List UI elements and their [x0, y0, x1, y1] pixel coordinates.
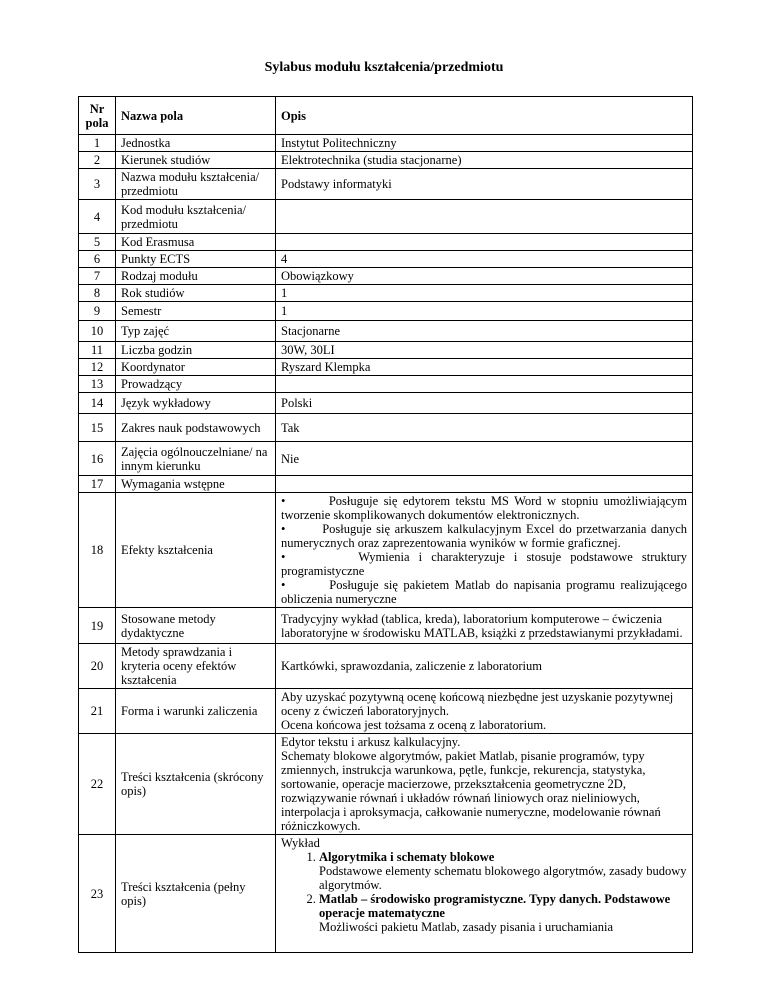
- header-nr: Nr pola: [79, 97, 116, 135]
- field-description: [276, 234, 693, 251]
- field-name: Wymagania wstępne: [116, 476, 276, 493]
- field-number: 13: [79, 376, 116, 393]
- table-row: [79, 321, 693, 342]
- field-number: 7: [79, 268, 116, 285]
- field-description: Obowiązkowy: [276, 268, 693, 285]
- field-name: Kierunek studiów: [116, 152, 276, 169]
- field-number: 20: [79, 644, 116, 689]
- table-row: [79, 442, 693, 476]
- field-number: 23: [79, 835, 116, 953]
- field-name: Forma i warunki zaliczenia: [116, 689, 276, 734]
- field-number: 9: [79, 302, 116, 321]
- field-name: Nazwa modułu kształcenia/ przedmiotu: [116, 169, 276, 200]
- full-content-item-heading: 1. Algorytmika i schematy blokowe: [319, 850, 495, 864]
- table-row: [79, 200, 693, 234]
- field-number: 10: [79, 321, 116, 342]
- field-description: 1: [276, 302, 693, 321]
- field-number: 2: [79, 152, 116, 169]
- table-row: [79, 644, 693, 689]
- table-row: [79, 835, 693, 953]
- field-description: Kartkówki, sprawozdania, zaliczenie z laboratorium: [276, 644, 693, 689]
- field-number: 19: [79, 608, 116, 644]
- condition-line: Ocena końcowa jest tożsama z oceną z laboratorium.: [281, 718, 547, 732]
- field-name: Treści kształcenia (skrócony opis): [116, 734, 276, 835]
- field-number: 8: [79, 285, 116, 302]
- field-number: 1: [79, 135, 116, 152]
- full-content-list: [281, 850, 687, 934]
- table-row: [79, 234, 693, 251]
- table-row: [79, 169, 693, 200]
- table-row: [79, 268, 693, 285]
- field-description: [276, 734, 693, 835]
- full-content-intro: Wykład: [281, 836, 320, 850]
- field-number: 11: [79, 342, 116, 359]
- full-content-item-heading: 2. Matlab – środowisko programistyczne. Typy danych. Podstawowe operacje matematyczne: [319, 892, 671, 920]
- syllabus-table: [78, 96, 693, 953]
- field-description: Elektrotechnika (studia stacjonarne): [276, 152, 693, 169]
- table-row: [79, 135, 693, 152]
- field-name: Zajęcia ogólnouczelniane/ na innym kierunku: [116, 442, 276, 476]
- table-row: [79, 302, 693, 321]
- field-name: Treści kształcenia (pełny opis): [116, 835, 276, 953]
- field-number: 21: [79, 689, 116, 734]
- field-name: Efekty kształcenia: [116, 493, 276, 608]
- field-number: 16: [79, 442, 116, 476]
- learning-effect-item: • Posługuje się edytorem tekstu MS Word w stopniu umożliwiającym tworzenie skomplikowanych dokumentów elektronicznych.: [281, 494, 687, 522]
- field-name: Stosowane metody dydaktyczne: [116, 608, 276, 644]
- field-name: Kod Erasmusa: [116, 234, 276, 251]
- field-description: Nie: [276, 442, 693, 476]
- field-description: Instytut Politechniczny: [276, 135, 693, 152]
- condition-line: Aby uzyskać pozytywną ocenę końcową niezbędne jest uzyskanie pozytywnej oceny z ćwiczeń laboratoryjnych.: [281, 690, 674, 718]
- field-number: 18: [79, 493, 116, 608]
- full-content-item: [319, 892, 687, 934]
- table-header-row: [79, 97, 693, 135]
- learning-effect-item: • Wymienia i charakteryzuje i stosuje podstawowe struktury programistyczne: [281, 550, 687, 578]
- full-content-item: [319, 850, 687, 892]
- field-name: Metody sprawdzania i kryteria oceny efektów kształcenia: [116, 644, 276, 689]
- field-number: 12: [79, 359, 116, 376]
- field-number: 6: [79, 251, 116, 268]
- field-number: 22: [79, 734, 116, 835]
- field-description: [276, 493, 693, 608]
- field-description: [276, 200, 693, 234]
- table-row: [79, 376, 693, 393]
- field-description: Tradycyjny wykład (tablica, kreda), laboratorium komputerowe – ćwiczenia laboratoryjne w środowisku MATLAB, książki z przedstawianymi przykładami.: [276, 608, 693, 644]
- header-name: Nazwa pola: [116, 97, 276, 135]
- field-number: 15: [79, 414, 116, 442]
- field-name: Prowadzący: [116, 376, 276, 393]
- table-row: [79, 393, 693, 414]
- field-description: Podstawy informatyki: [276, 169, 693, 200]
- field-description: Stacjonarne: [276, 321, 693, 342]
- table-row: [79, 152, 693, 169]
- table-row: [79, 285, 693, 302]
- field-name: Punkty ECTS: [116, 251, 276, 268]
- table-row: [79, 734, 693, 835]
- field-description: Tak: [276, 414, 693, 442]
- table-row: [79, 342, 693, 359]
- field-description: 4: [276, 251, 693, 268]
- table-row: [79, 251, 693, 268]
- field-number: 14: [79, 393, 116, 414]
- field-number: 3: [79, 169, 116, 200]
- table-row: [79, 414, 693, 442]
- learning-effect-item: • Posługuje się arkuszem kalkulacyjnym Excel do przetwarzania danych numerycznych oraz zaprezentowania wyników w formie graficznej.: [281, 522, 687, 550]
- short-content-paragraph: Edytor tekstu i arkusz kalkulacyjny.: [281, 735, 461, 749]
- field-name: Rodzaj modułu: [116, 268, 276, 285]
- field-description: 30W, 30LI: [276, 342, 693, 359]
- learning-effect-item: • Posługuje się pakietem Matlab do napisania programu realizującego obliczenia numeryczne: [281, 578, 687, 606]
- field-name: Typ zajęć: [116, 321, 276, 342]
- header-desc: Opis: [276, 97, 693, 135]
- field-description: [276, 835, 693, 953]
- document-title: Sylabus modułu kształcenia/przedmiotu: [264, 60, 504, 75]
- field-name: Jednostka: [116, 135, 276, 152]
- field-description: [276, 689, 693, 734]
- table-row: [79, 493, 693, 608]
- field-name: Liczba godzin: [116, 342, 276, 359]
- table-row: [79, 608, 693, 644]
- field-number: 17: [79, 476, 116, 493]
- field-description: 1: [276, 285, 693, 302]
- field-name: Rok studiów: [116, 285, 276, 302]
- field-number: 4: [79, 200, 116, 234]
- field-name: Kod modułu kształcenia/ przedmiotu: [116, 200, 276, 234]
- field-description: Polski: [276, 393, 693, 414]
- field-name: Semestr: [116, 302, 276, 321]
- short-content-paragraph: Schematy blokowe algorytmów, pakiet Matlab, pisanie programów, typy zmiennych, instrukcja warunkowa, pętle, funkcje, rekurencja, statystyka, sortowanie, operacje macierzowe, przekształcenia geometryczne 2D, rozwiązywanie równań i układów równań liniowych oraz nieliniowych, interpolacja i aproksymacja, całkowanie numeryczne, modelowanie równań różniczkowych.: [281, 749, 661, 833]
- table-row: [79, 359, 693, 376]
- field-name: Koordynator: [116, 359, 276, 376]
- full-content-item-body: Podstawowe elementy schematu blokowego algorytmów, zasady budowy algorytmów.: [319, 864, 687, 892]
- field-description: [276, 476, 693, 493]
- field-name: Zakres nauk podstawowych: [116, 414, 276, 442]
- field-name: Język wykładowy: [116, 393, 276, 414]
- table-row: [79, 476, 693, 493]
- table-row: [79, 689, 693, 734]
- field-number: 5: [79, 234, 116, 251]
- field-description: Ryszard Klempka: [276, 359, 693, 376]
- field-description: [276, 376, 693, 393]
- full-content-item-body: Możliwości pakietu Matlab, zasady pisania i uruchamiania: [319, 920, 614, 934]
